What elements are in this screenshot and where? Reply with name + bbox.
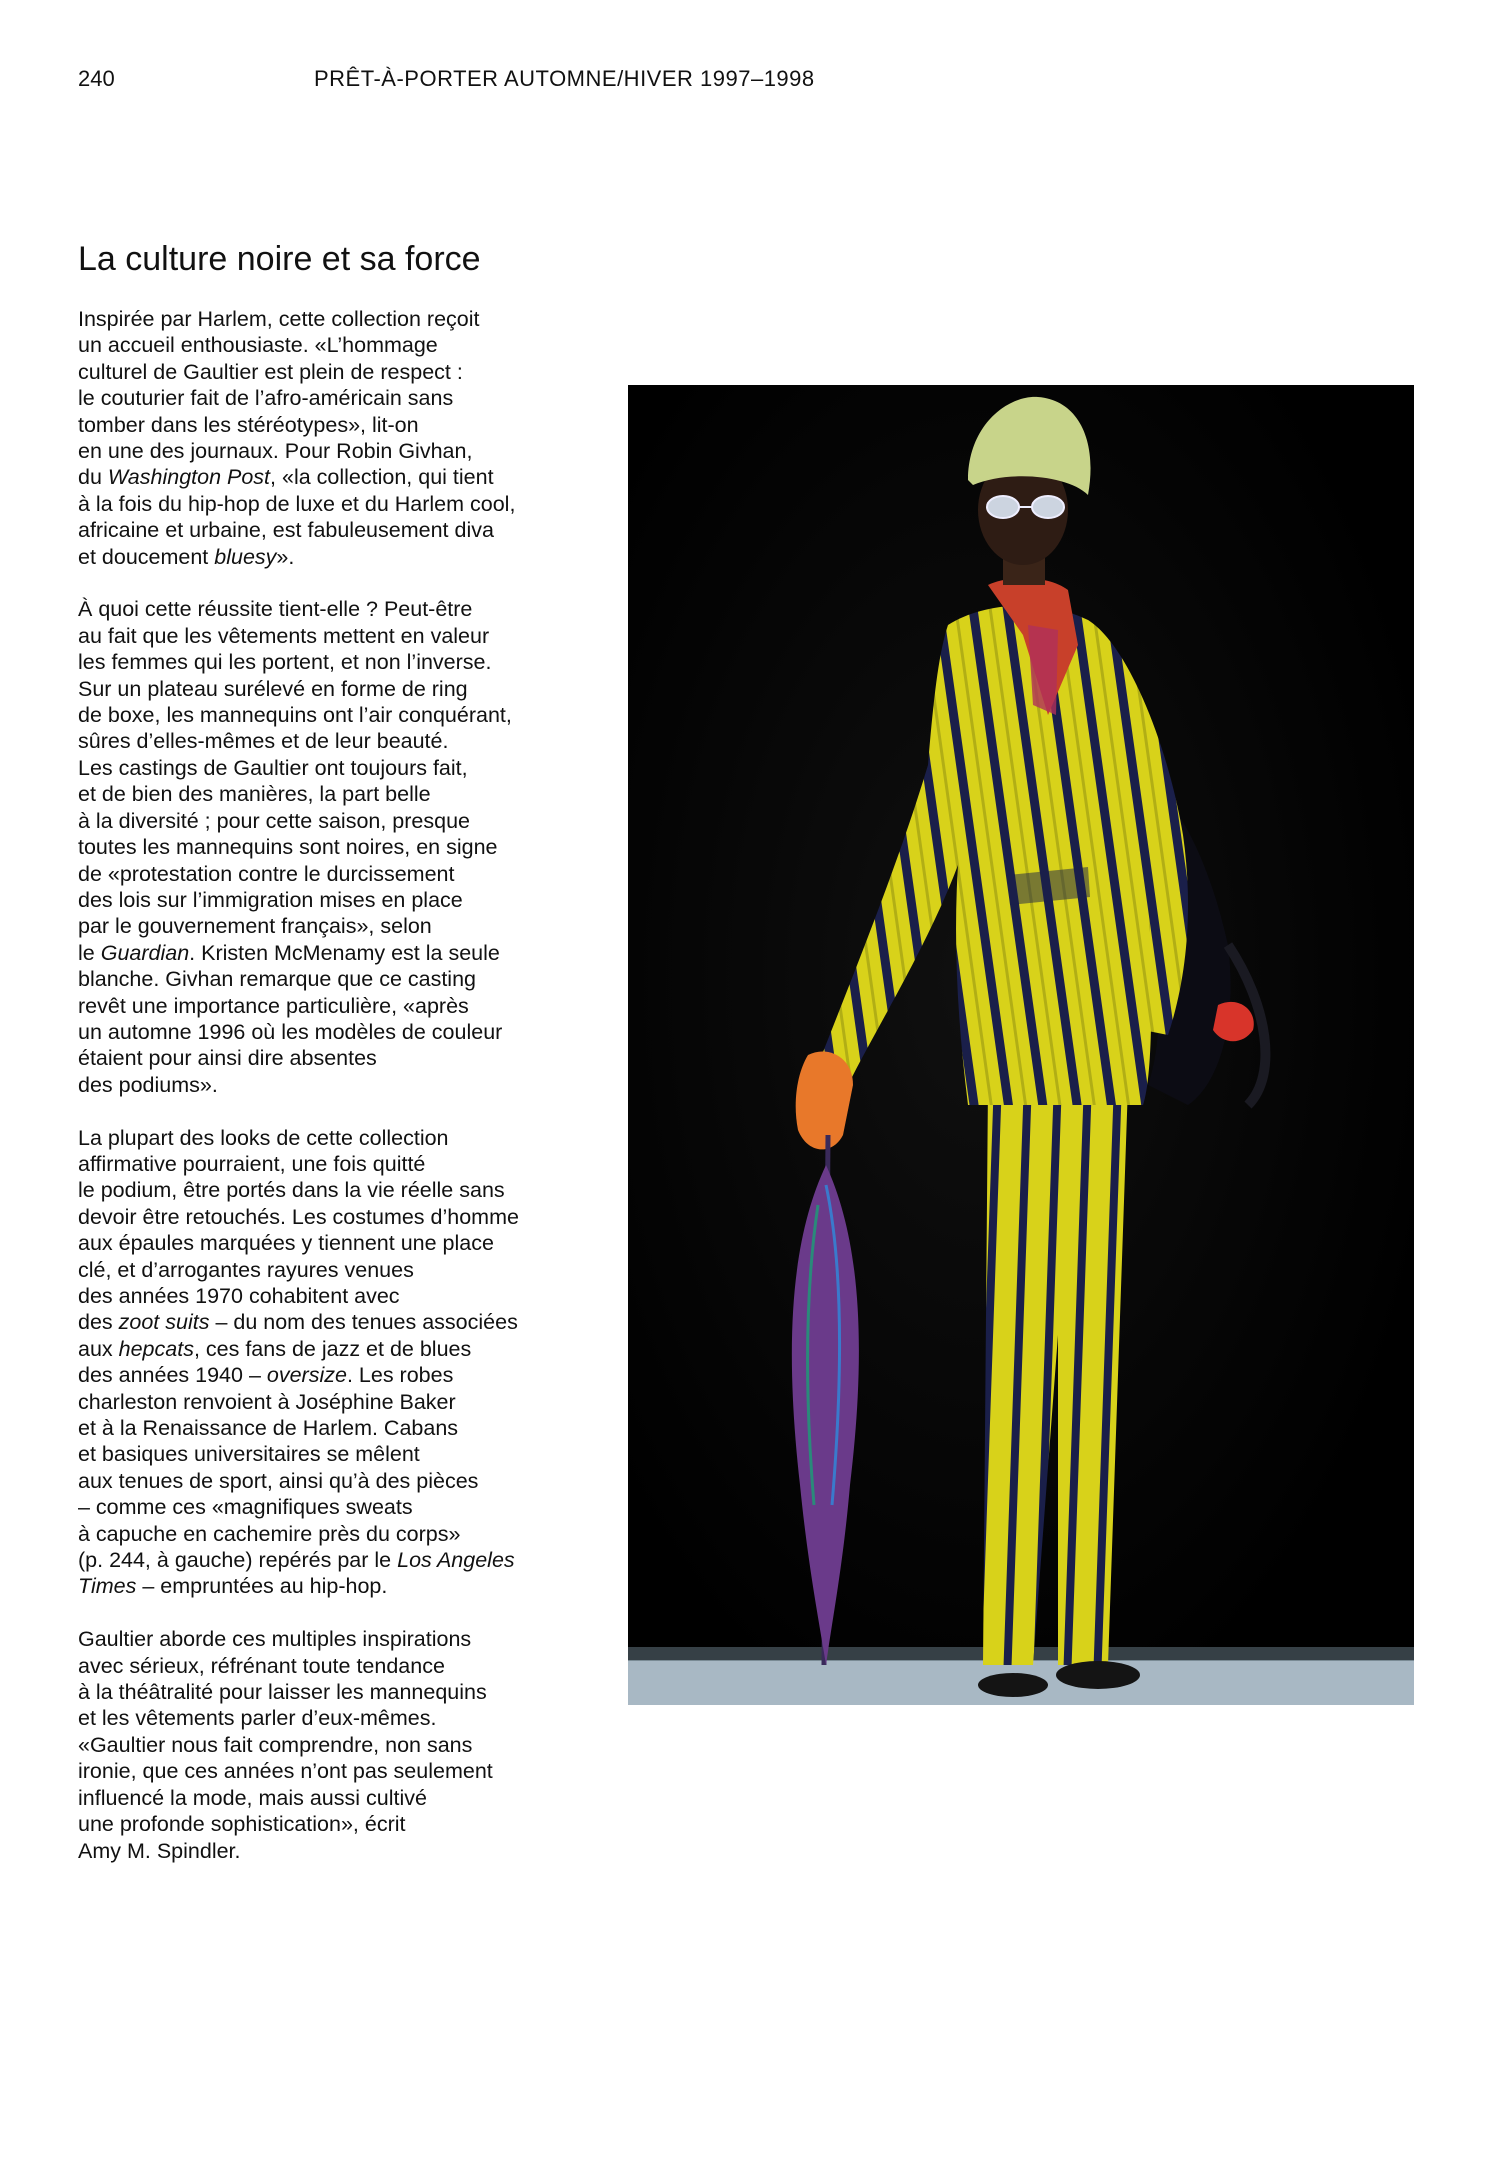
italic-text: oversize	[266, 1363, 347, 1388]
text-segment: du	[78, 465, 108, 490]
sunglasses	[987, 496, 1019, 518]
text-line	[78, 649, 598, 675]
text-line	[78, 1705, 598, 1731]
text-segment: Sur un plateau surélevé en forme de ring	[78, 676, 468, 701]
text-line	[78, 1309, 598, 1335]
text-segment: de boxe, les mannequins ont l’air conquérant,	[78, 703, 512, 728]
text-segment: africaine et urbaine, est fabuleusement diva	[78, 518, 494, 543]
italic-text: Guardian	[100, 940, 190, 965]
text-segment: «Gaultier nous fait comprendre, non sans	[78, 1732, 473, 1757]
text-line	[78, 491, 598, 517]
text-segment: un automne 1996 où les modèles de couleur	[78, 1019, 503, 1044]
text-segment: revêt une importance particulière, «après	[78, 993, 469, 1018]
text-line	[78, 623, 598, 649]
text-segment: le couturier fait de l’afro-américain sans	[78, 386, 454, 411]
italic-text: hepcats	[118, 1336, 194, 1361]
text-segment: (p. 244, à gauche) repérés par le	[78, 1548, 398, 1573]
text-segment: les femmes qui les portent, et non l’inverse.	[78, 650, 492, 675]
text-line	[78, 306, 598, 332]
text-line	[78, 359, 598, 385]
italic-text: zoot suits	[118, 1310, 210, 1335]
text-segment: des années 1940 –	[78, 1363, 267, 1388]
running-head: PRÊT-À-PORTER AUTOMNE/HIVER 1997–1998	[314, 66, 815, 91]
text-segment: Les castings de Gaultier ont toujours fait,	[78, 755, 468, 780]
text-segment: le podium, être portés dans la vie réelle sans	[78, 1178, 505, 1203]
text-line	[78, 1679, 598, 1705]
text-line	[78, 1626, 598, 1652]
text-segment: aux épaules marquées y tiennent une place	[78, 1231, 494, 1256]
text-line	[78, 1177, 598, 1203]
text-segment: Inspirée par Harlem, cette collection reçoit	[78, 307, 480, 331]
text-line	[78, 1785, 598, 1811]
text-line	[78, 544, 598, 570]
text-segment: à la diversité ; pour cette saison, presque	[78, 808, 470, 833]
text-segment: des podiums».	[78, 1072, 218, 1097]
text-line	[78, 1204, 598, 1230]
text-line	[78, 412, 598, 438]
text-line	[78, 464, 598, 490]
text-segment: au fait que les vêtements mettent en valeur	[78, 623, 490, 648]
text-segment: blanche. Givhan remarque que ce casting	[78, 967, 476, 992]
text-line	[78, 1125, 598, 1151]
text-line	[78, 808, 598, 834]
text-line	[78, 1732, 598, 1758]
shoe-right	[1056, 1661, 1140, 1689]
text-line	[78, 332, 598, 358]
text-line	[78, 1441, 598, 1467]
text-segment: – du nom des tenues associées	[209, 1310, 518, 1335]
text-segment: des lois sur l’immigration mises en place	[78, 887, 463, 912]
text-line	[78, 1415, 598, 1441]
text-line	[78, 438, 598, 464]
text-line	[78, 702, 598, 728]
article-body	[78, 306, 598, 1890]
text-line	[78, 1336, 598, 1362]
text-line	[78, 940, 598, 966]
text-segment: – comme ces «magnifiques sweats	[78, 1495, 413, 1520]
text-line	[78, 1257, 598, 1283]
text-segment: devoir être retouchés. Les costumes d’homme	[78, 1204, 519, 1229]
text-segment: culturel de Gaultier est plein de respect :	[78, 359, 463, 384]
italic-text: Times	[78, 1574, 137, 1599]
text-line	[78, 1653, 598, 1679]
text-line	[78, 1389, 598, 1415]
text-line	[78, 728, 598, 754]
paragraph	[78, 1626, 598, 1864]
text-line	[78, 1019, 598, 1045]
text-line	[78, 1547, 598, 1573]
text-segment: aux	[78, 1336, 119, 1361]
italic-text: bluesy	[214, 544, 277, 569]
text-line	[78, 1573, 598, 1599]
text-segment: Amy M. Spindler.	[78, 1838, 241, 1863]
text-segment: À quoi cette réussite tient-elle ? Peut-être	[78, 597, 473, 622]
text-segment: des années 1970 cohabitent avec	[78, 1284, 400, 1308]
text-segment: , ces fans de jazz et de blues	[193, 1336, 472, 1361]
text-line	[78, 913, 598, 939]
page-number: 240	[78, 66, 115, 91]
text-segment: affirmative pourraient, une fois quitté	[78, 1151, 426, 1176]
text-line	[78, 1072, 598, 1098]
italic-text: Washington Post	[107, 465, 271, 490]
text-line	[78, 1362, 598, 1388]
text-line	[78, 993, 598, 1019]
text-line	[78, 834, 598, 860]
text-segment: ironie, que ces années n’ont pas seulement	[78, 1759, 493, 1784]
text-segment: toutes les mannequins sont noires, en signe	[78, 835, 498, 860]
text-segment: en une des journaux. Pour Robin Givhan,	[78, 439, 473, 464]
text-line	[78, 517, 598, 543]
text-line	[78, 596, 598, 622]
text-line	[78, 1151, 598, 1177]
text-line	[78, 1758, 598, 1784]
text-segment: de «protestation contre le durcissement	[78, 861, 455, 886]
text-segment: une profonde sophistication», écrit	[78, 1812, 406, 1837]
shoe-left	[978, 1673, 1048, 1697]
text-segment: – empruntées au hip-hop.	[136, 1574, 388, 1599]
text-segment: à la fois du hip-hop de luxe et du Harlem cool,	[78, 491, 516, 516]
text-segment: . Les robes	[346, 1363, 454, 1388]
runway-photo	[628, 385, 1414, 1705]
text-line	[78, 861, 598, 887]
text-segment: et de bien des manières, la part belle	[78, 782, 431, 807]
text-line	[78, 1494, 598, 1520]
paragraph	[78, 1125, 598, 1600]
text-line	[78, 1045, 598, 1071]
text-segment: et doucement	[78, 544, 215, 569]
text-line	[78, 1811, 598, 1837]
text-line	[78, 676, 598, 702]
text-segment: par le gouvernement français», selon	[78, 914, 432, 939]
text-line	[78, 1283, 598, 1309]
text-segment: clé, et d’arrogantes rayures venues	[78, 1257, 414, 1282]
text-line	[78, 781, 598, 807]
text-segment: et les vêtements parler d’eux-mêmes.	[78, 1706, 437, 1731]
text-line	[78, 1521, 598, 1547]
text-segment: étaient pour ainsi dire absentes	[78, 1046, 377, 1071]
text-line	[78, 1468, 598, 1494]
text-segment: La plupart des looks de cette collection	[78, 1125, 449, 1150]
text-segment: aux tenues de sport, ainsi qu’à des pièces	[78, 1468, 479, 1493]
text-line	[78, 966, 598, 992]
text-segment: sûres d’elles-mêmes et de leur beauté.	[78, 729, 449, 754]
text-line	[78, 755, 598, 781]
text-segment: avec sérieux, réfrénant toute tendance	[78, 1653, 445, 1678]
text-segment: à la théâtralité pour laisser les mannequins	[78, 1680, 487, 1705]
text-segment: tomber dans les stéréotypes», lit-on	[78, 412, 419, 437]
article-title: La culture noire et sa force	[78, 240, 481, 278]
text-segment: et à la Renaissance de Harlem. Cabans	[78, 1416, 459, 1441]
text-segment: influencé la mode, mais aussi cultivé	[78, 1785, 427, 1810]
italic-text: Los Angeles	[397, 1548, 515, 1573]
paragraph	[78, 596, 598, 1098]
text-segment: et basiques universitaires se mêlent	[78, 1442, 420, 1467]
text-line	[78, 887, 598, 913]
text-segment: Gaultier aborde ces multiples inspirations	[78, 1627, 472, 1652]
text-segment: à capuche en cachemire près du corps»	[78, 1521, 461, 1546]
text-segment: un accueil enthousiaste. «L’hommage	[78, 333, 438, 358]
text-line	[78, 1838, 598, 1864]
text-segment: ».	[276, 544, 295, 569]
text-segment: des	[78, 1310, 119, 1335]
text-line	[78, 385, 598, 411]
text-segment: charleston renvoient à Joséphine Baker	[78, 1389, 456, 1414]
text-segment: . Kristen McMenamy est la seule	[189, 940, 500, 965]
text-segment: le	[78, 940, 101, 965]
text-segment: , «la collection, qui tient	[270, 465, 494, 490]
paragraph	[78, 306, 598, 570]
text-line	[78, 1230, 598, 1256]
